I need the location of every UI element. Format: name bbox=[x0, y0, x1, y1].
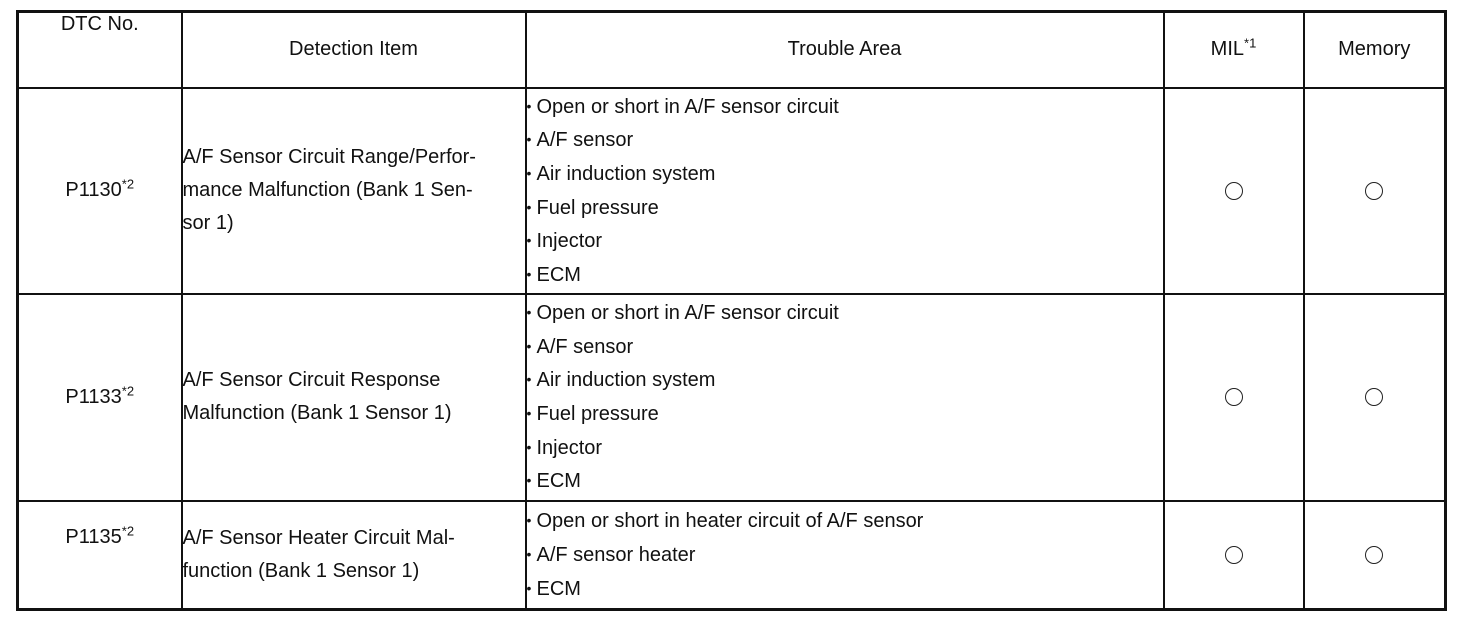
list-item: • Air induction system bbox=[527, 157, 1163, 191]
memory-cell bbox=[1304, 88, 1446, 294]
header-memory: Memory bbox=[1304, 12, 1446, 88]
header-trouble-area: Trouble Area bbox=[526, 12, 1164, 88]
dtc-code-note: *2 bbox=[121, 382, 135, 398]
dtc-code: P1135 bbox=[65, 525, 122, 548]
list-item: • Injector bbox=[527, 431, 1163, 465]
bullet-icon: • bbox=[526, 97, 532, 114]
list-item: • A/F sensor bbox=[527, 330, 1163, 364]
header-detection-item: Detection Item bbox=[182, 12, 526, 88]
mil-cell bbox=[1164, 501, 1304, 610]
list-item: • ECM bbox=[527, 258, 1163, 292]
bullet-icon: • bbox=[526, 337, 532, 354]
circle-icon bbox=[1225, 388, 1243, 406]
table-row bbox=[18, 294, 1446, 501]
header-row bbox=[18, 12, 1446, 88]
header-dtc-no: DTC No. bbox=[18, 12, 182, 88]
detection-line: A/F Sensor Heater Circuit Mal- bbox=[182, 526, 455, 549]
bullet-icon: • bbox=[526, 512, 532, 529]
bullet-icon: • bbox=[526, 438, 532, 455]
header-mil-label: MIL bbox=[1210, 38, 1245, 61]
bullet-icon: • bbox=[526, 164, 532, 181]
dtc-code-cell bbox=[18, 501, 182, 610]
header-mil bbox=[1164, 12, 1304, 88]
list-item: • Injector bbox=[527, 224, 1163, 258]
bullet-icon: • bbox=[526, 405, 532, 421]
detection-line: sor 1) bbox=[182, 212, 234, 234]
detection-line: Malfunction (Bank 1 Sensor 1) bbox=[182, 402, 452, 424]
bullet-icon: • bbox=[526, 304, 532, 321]
dtc-table bbox=[16, 10, 1447, 611]
circle-icon bbox=[1365, 182, 1383, 200]
trouble-list bbox=[527, 90, 1163, 292]
trouble-list bbox=[527, 296, 1163, 498]
trouble-area-cell bbox=[526, 294, 1164, 501]
circle-icon bbox=[1225, 182, 1243, 200]
dtc-code: P1130 bbox=[65, 179, 122, 201]
list-item: • Open or short in A/F sensor circuit bbox=[527, 90, 1163, 124]
list-item: • A/F sensor bbox=[527, 123, 1163, 157]
bullet-icon: • bbox=[526, 579, 532, 596]
trouble-list bbox=[527, 504, 1163, 605]
circle-icon bbox=[1225, 546, 1243, 564]
trouble-area-cell bbox=[526, 501, 1164, 610]
list-item: • A/F sensor heater bbox=[527, 538, 1163, 572]
list-item: • Air induction system bbox=[527, 363, 1163, 397]
memory-cell bbox=[1304, 294, 1446, 501]
detection-line: A/F Sensor Circuit Range/Perfor- bbox=[182, 146, 476, 168]
list-item: • ECM bbox=[527, 464, 1163, 498]
list-item: • Fuel pressure bbox=[527, 191, 1163, 225]
circle-icon bbox=[1365, 388, 1383, 406]
bullet-icon: • bbox=[526, 198, 532, 215]
trouble-area-cell bbox=[526, 88, 1164, 294]
table-row bbox=[18, 501, 1446, 610]
detection-item-cell bbox=[182, 501, 526, 610]
bullet-icon: • bbox=[526, 265, 532, 282]
bullet-icon: • bbox=[526, 371, 532, 388]
mil-cell bbox=[1164, 88, 1304, 294]
detection-item-cell bbox=[182, 88, 526, 294]
bullet-icon: • bbox=[526, 472, 532, 489]
list-item: • ECM bbox=[527, 572, 1163, 606]
detection-line: mance Malfunction (Bank 1 Sen- bbox=[182, 179, 473, 201]
list-item: • Open or short in heater circuit of A/F sensor bbox=[527, 504, 1163, 538]
list-item: • Open or short in A/F sensor circuit bbox=[527, 296, 1163, 330]
header-mil-note: *1 bbox=[1244, 35, 1257, 51]
bullet-icon: • bbox=[526, 232, 532, 249]
dtc-code-cell bbox=[18, 88, 182, 294]
detection-line: A/F Sensor Circuit Response bbox=[182, 369, 441, 391]
dtc-code: P1133 bbox=[65, 385, 122, 408]
memory-cell bbox=[1304, 501, 1446, 610]
mil-cell bbox=[1164, 294, 1304, 501]
circle-icon bbox=[1365, 546, 1383, 564]
table-row bbox=[18, 88, 1446, 294]
detection-line: function (Bank 1 Sensor 1) bbox=[182, 559, 420, 582]
bullet-icon: • bbox=[526, 131, 532, 148]
dtc-code-cell bbox=[18, 294, 182, 501]
detection-item-cell bbox=[182, 294, 526, 501]
dtc-code-note: *2 bbox=[121, 176, 135, 192]
list-item: • Fuel pressure bbox=[527, 397, 1163, 431]
dtc-code-note: *2 bbox=[121, 522, 135, 538]
bullet-icon: • bbox=[526, 545, 532, 562]
